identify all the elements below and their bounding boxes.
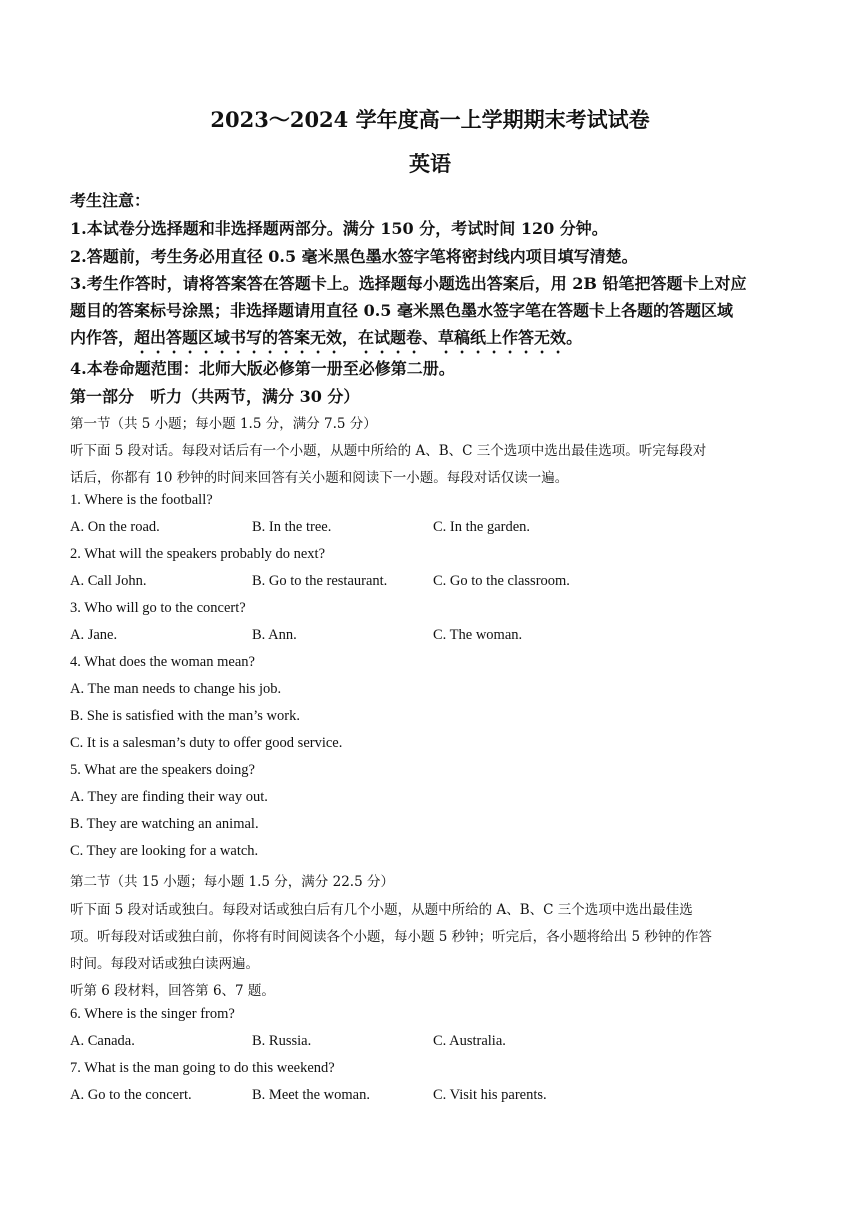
notice-item-3-text-mid: ，: [342, 328, 359, 347]
question-5-stem: 5. What are the speakers doing?: [70, 762, 255, 778]
notice-item-3-text-pre: 内作答，: [70, 328, 135, 347]
question-1-option-b: B. In the tree.: [252, 519, 332, 535]
question-2-option-c: C. Go to the classroom.: [433, 573, 570, 589]
exam-title: 2023～2024 学年度高一上学期期末考试试卷: [210, 107, 650, 132]
question-4-option-b: B. She is satisfied with the man’s work.: [70, 708, 300, 724]
question-1-option-c: C. In the garden.: [433, 519, 531, 535]
material-6-instruction: 听第 6 段材料，回答第 6、7 题。: [70, 983, 275, 999]
question-5-option-b: B. They are watching an animal.: [70, 816, 259, 832]
question-1-stem: 1. Where is the football?: [70, 492, 213, 508]
notice-item-2: 2.答题前，考生务必用直径 0.5 毫米黑色墨水签字笔将密封线内项目填写清楚。: [70, 247, 638, 266]
question-2-option-b: B. Go to the restaurant.: [252, 573, 388, 589]
section-2-heading: 第二节（共 15 小题；每小题 1.5 分，满分 22.5 分）: [70, 874, 394, 890]
section-2-instructions-line-2: 项。听每段对话或独白前，你将有时间阅读各个小题，每小题 5 秒钟；听完后，各小题将给出 5 秒钟的作答: [70, 929, 712, 945]
question-7-stem: 7. What is the man going to do this weekend?: [70, 1060, 335, 1076]
question-4-option-c: C. It is a salesman’s duty to offer good service.: [70, 735, 343, 751]
question-6-stem: 6. Where is the singer from?: [70, 1006, 235, 1022]
question-6-option-b: B. Russia.: [252, 1033, 312, 1049]
question-6-option-a: A. Canada.: [70, 1033, 135, 1049]
exam-subject: 英语: [409, 151, 451, 176]
notice-item-1: 1.本试卷分选择题和非选择题两部分。满分 150 分，考试时间 120 分钟。: [70, 219, 608, 238]
question-3-option-b: B. Ann.: [252, 627, 297, 643]
question-2-option-a: A. Call John.: [70, 573, 147, 589]
section-1-instructions-line-1: 听下面 5 段对话。每段对话后有一个小题，从题中所给的 A、B、C 三个选项中选出最佳选项。听完每段对: [70, 443, 707, 459]
notice-emphasis-2: 在试题卷、草稿纸上作答无效: [358, 328, 567, 347]
notice-item-3-text-post: 。: [566, 328, 583, 347]
question-3-option-a: A. Jane.: [70, 627, 118, 643]
section-1-heading: 第一节（共 5 小题；每小题 1.5 分，满分 7.5 分）: [70, 416, 377, 432]
notice-item-3-line-1: 3.考生作答时，请将答案答在答题卡上。选择题每小题选出答案后，用 2B 铅笔把答题卡上对应: [70, 274, 747, 293]
notice-emphasis-1: 超出答题区域书写的答案无效: [134, 328, 343, 347]
notice-item-4: 4.本卷命题范围：北师大版必修第一册至必修第二册。: [70, 359, 455, 378]
question-7-option-c: C. Visit his parents.: [433, 1087, 547, 1103]
question-7-option-a: A. Go to the concert.: [70, 1087, 192, 1103]
question-4-option-a: A. The man needs to change his job.: [70, 681, 282, 697]
section-2-instructions-line-1: 听下面 5 段对话或独白。每段对话或独白后有几个小题，从题中所给的 A、B、C 三个选项中选出最佳选: [70, 902, 693, 918]
notice-item-3-line-3: [70, 325, 582, 357]
question-7-option-b: B. Meet the woman.: [252, 1087, 370, 1103]
question-6-option-c: C. Australia.: [433, 1033, 506, 1049]
question-5-option-a: A. They are finding their way out.: [70, 789, 268, 805]
section-2-instructions-line-3: 时间。每段对话或独白读两遍。: [70, 956, 259, 972]
question-3-stem: 3. Who will go to the concert?: [70, 600, 246, 616]
notice-item-3-line-2: 题目的答案标号涂黑；非选择题请用直径 0.5 毫米黑色墨水签字笔在答题卡上各题的答题区域: [70, 301, 733, 320]
question-2-stem: 2. What will the speakers probably do next?: [70, 546, 326, 562]
question-3-option-c: C. The woman.: [433, 627, 523, 643]
notice-heading: 考生注意：: [70, 191, 151, 210]
question-4-stem: 4. What does the woman mean?: [70, 654, 255, 670]
section-1-instructions-line-2: 话后，你都有 10 秒钟的时间来回答有关小题和阅读下一小题。每段对话仅读一遍。: [70, 470, 569, 486]
question-1-option-a: A. On the road.: [70, 519, 160, 535]
question-5-option-c: C. They are looking for a watch.: [70, 843, 259, 859]
part-1-heading: 第一部分 听力（共两节，满分 30 分）: [70, 387, 360, 406]
